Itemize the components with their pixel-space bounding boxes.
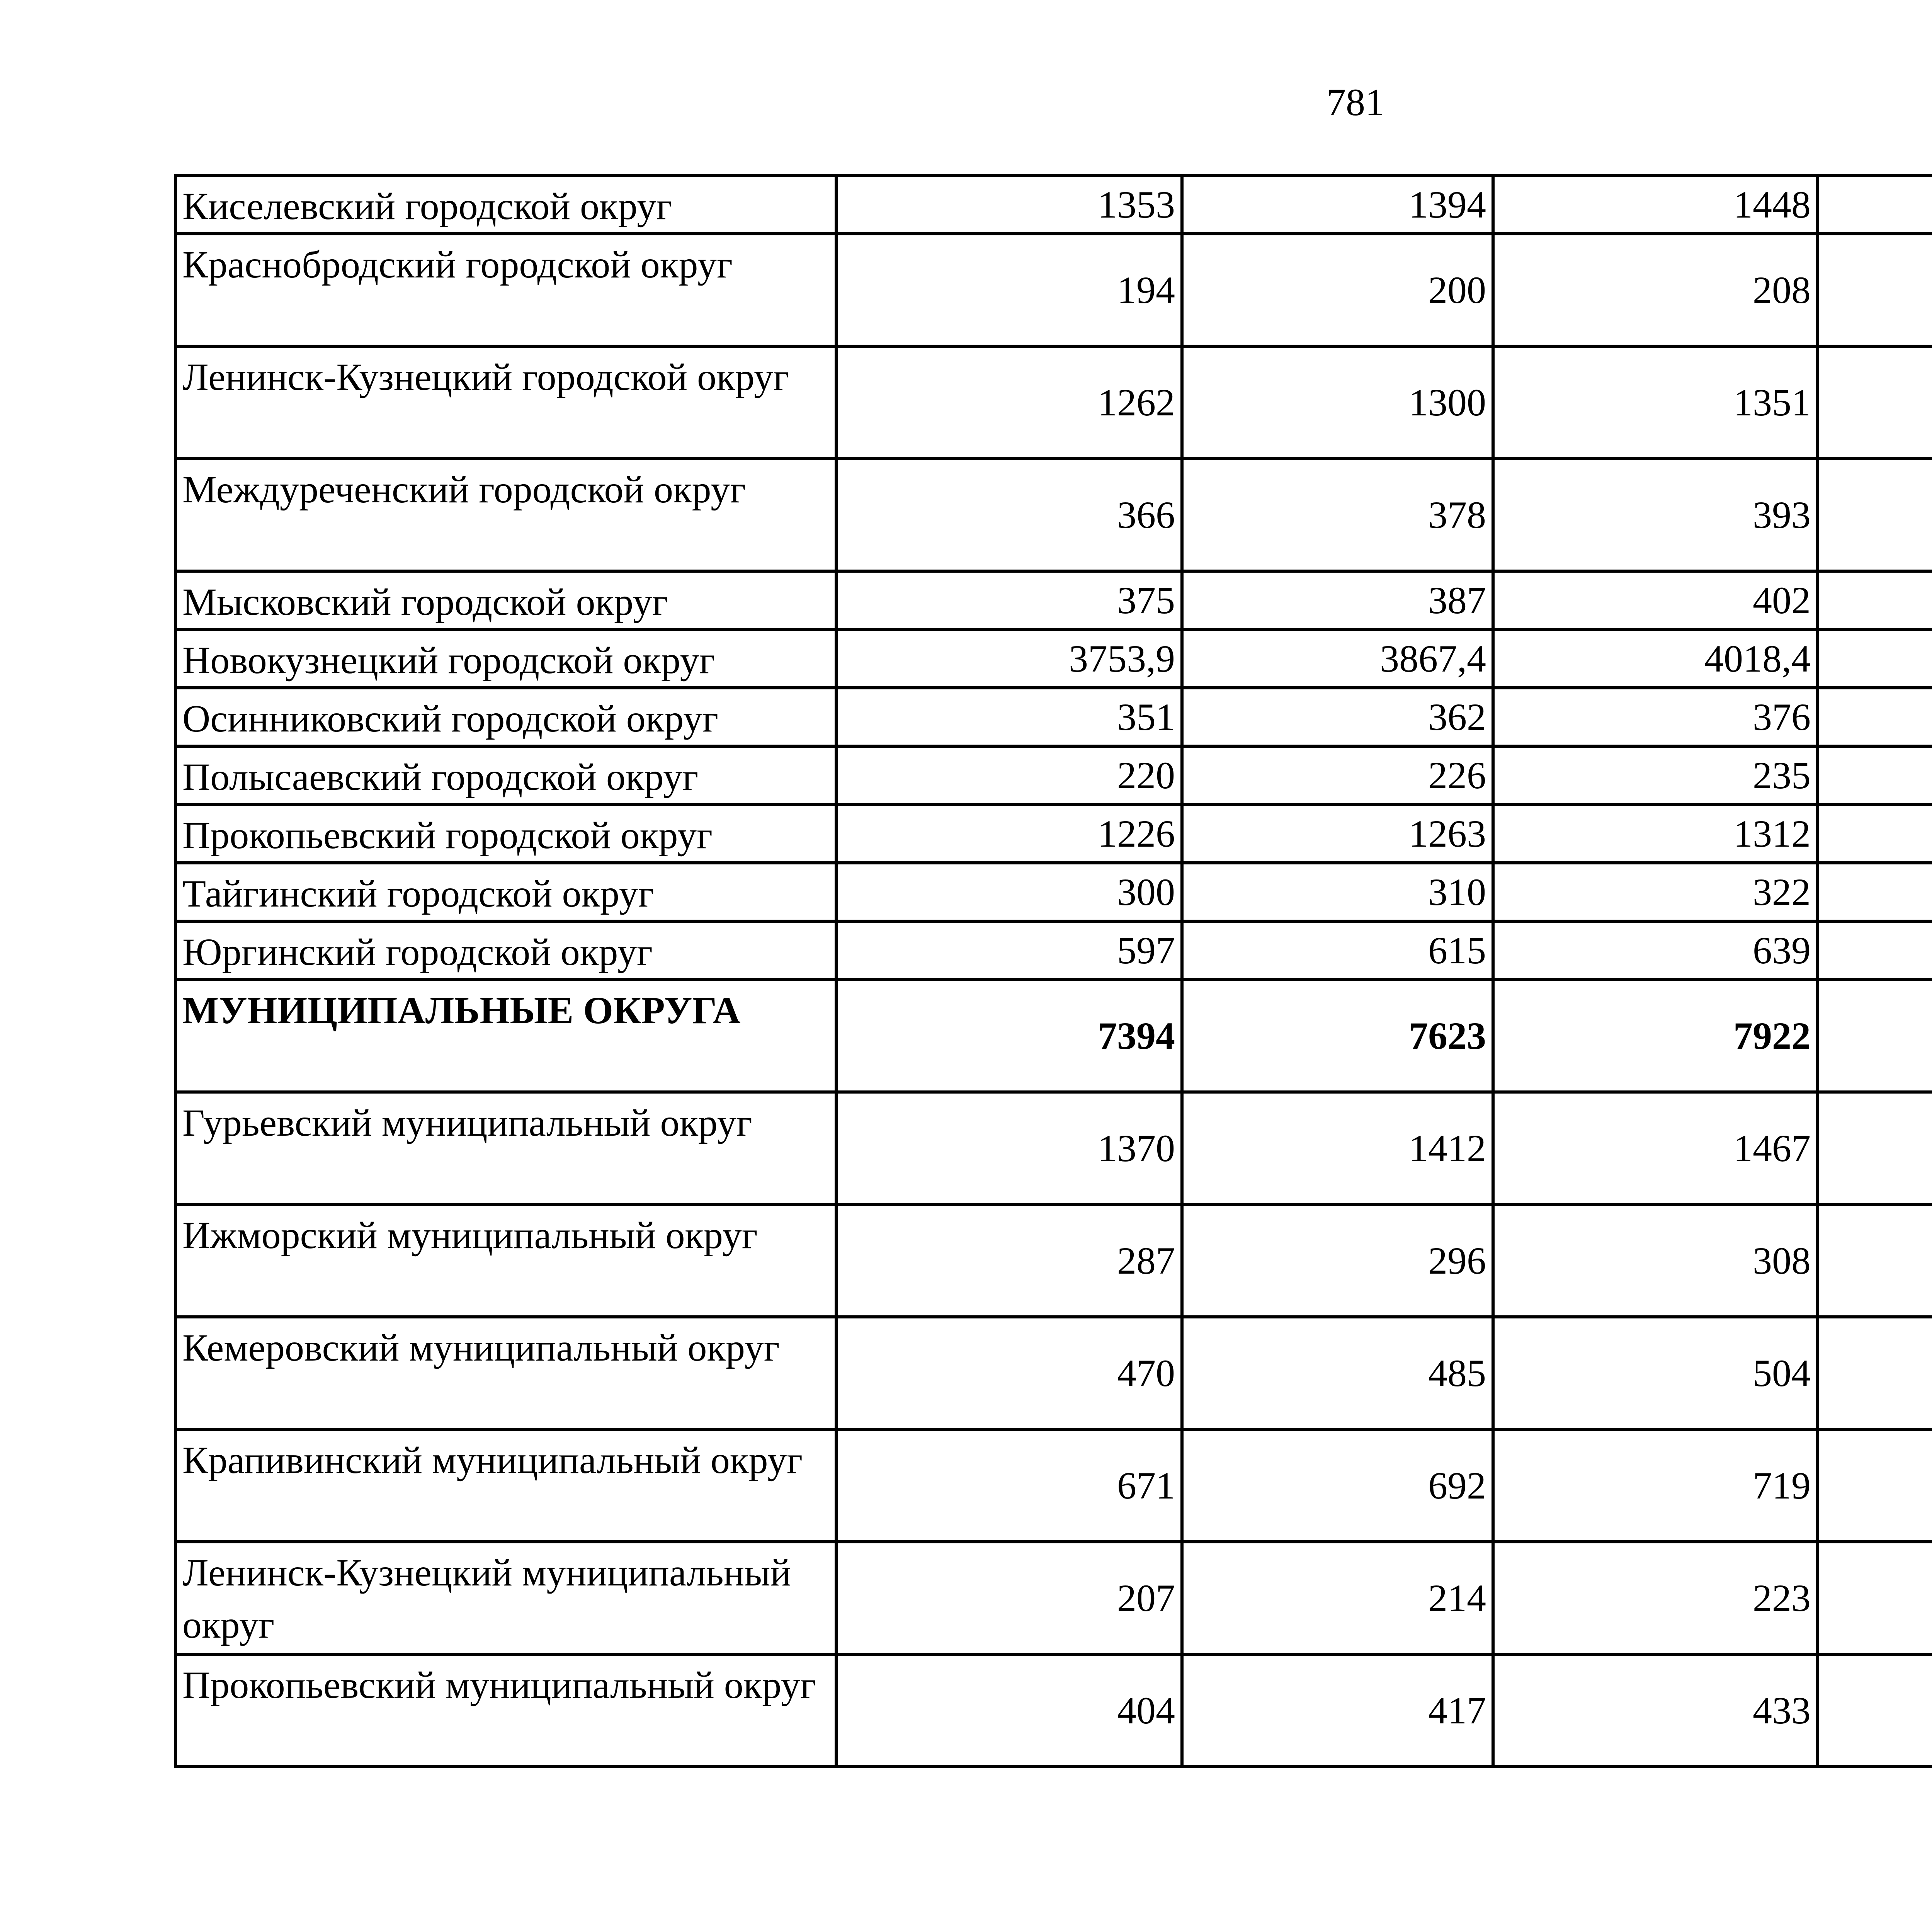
table-row bbox=[175, 346, 1932, 459]
value-cell: 7623 bbox=[1182, 980, 1493, 1092]
table-row bbox=[175, 863, 1932, 921]
table-row bbox=[175, 1204, 1932, 1317]
value-cell: 300 bbox=[836, 863, 1182, 921]
row-name-cell: Ижморский муниципальный округ bbox=[175, 1204, 836, 1317]
value-cell: 322 bbox=[1493, 863, 1818, 921]
row-name-cell: Гурьевский муниципальный округ bbox=[175, 1092, 836, 1204]
table-row bbox=[175, 1542, 1932, 1654]
row-name-cell: Крапивинский муниципальный округ bbox=[175, 1429, 836, 1542]
value-cell: 214 bbox=[1182, 1542, 1493, 1654]
value-cell bbox=[1818, 1317, 1932, 1429]
value-cell: 1394 bbox=[1182, 175, 1493, 234]
value-cell: 639 bbox=[1493, 921, 1818, 980]
table-section-row bbox=[175, 980, 1932, 1092]
value-cell: 1351 bbox=[1493, 346, 1818, 459]
data-table bbox=[174, 174, 1932, 1768]
value-cell: 671 bbox=[836, 1429, 1182, 1542]
table-row bbox=[175, 805, 1932, 863]
table-row bbox=[175, 688, 1932, 746]
value-cell: 287 bbox=[836, 1204, 1182, 1317]
row-name-cell: Краснобродский городской округ bbox=[175, 234, 836, 346]
value-cell: 208 bbox=[1493, 234, 1818, 346]
row-name-cell: Тайгинский городской округ bbox=[175, 863, 836, 921]
value-cell: 308 bbox=[1493, 1204, 1818, 1317]
value-cell bbox=[1818, 629, 1932, 688]
value-cell: 1448 bbox=[1493, 175, 1818, 234]
value-cell bbox=[1818, 1092, 1932, 1204]
value-cell: 220 bbox=[836, 746, 1182, 805]
value-cell: 433 bbox=[1493, 1654, 1818, 1767]
value-cell: 296 bbox=[1182, 1204, 1493, 1317]
value-cell: 387 bbox=[1182, 571, 1493, 629]
value-cell: 1263 bbox=[1182, 805, 1493, 863]
value-cell: 7394 bbox=[836, 980, 1182, 1092]
value-cell bbox=[1818, 459, 1932, 571]
value-cell bbox=[1818, 1542, 1932, 1654]
value-cell: 1226 bbox=[836, 805, 1182, 863]
row-name-cell: Ленинск-Кузнецкий городской округ bbox=[175, 346, 836, 459]
table-row bbox=[175, 746, 1932, 805]
value-cell: 207 bbox=[836, 1542, 1182, 1654]
value-cell: 1300 bbox=[1182, 346, 1493, 459]
value-cell: 362 bbox=[1182, 688, 1493, 746]
row-name-cell: Киселевский городской округ bbox=[175, 175, 836, 234]
value-cell: 1312 bbox=[1493, 805, 1818, 863]
row-name-cell: Мысковский городской округ bbox=[175, 571, 836, 629]
value-cell: 200 bbox=[1182, 234, 1493, 346]
value-cell: 235 bbox=[1493, 746, 1818, 805]
row-name-cell: Кемеровский муниципальный округ bbox=[175, 1317, 836, 1429]
value-cell: 3753,9 bbox=[836, 629, 1182, 688]
value-cell: 351 bbox=[836, 688, 1182, 746]
value-cell bbox=[1818, 571, 1932, 629]
table-row bbox=[175, 571, 1932, 629]
value-cell: 485 bbox=[1182, 1317, 1493, 1429]
row-name-cell: Ленинск-Кузнецкий муниципальный округ bbox=[175, 1542, 836, 1654]
value-cell: 375 bbox=[836, 571, 1182, 629]
value-cell bbox=[1818, 921, 1932, 980]
value-cell: 504 bbox=[1493, 1317, 1818, 1429]
value-cell: 194 bbox=[836, 234, 1182, 346]
value-cell: 1353 bbox=[836, 175, 1182, 234]
row-name-cell: Междуреченский городской округ bbox=[175, 459, 836, 571]
value-cell: 226 bbox=[1182, 746, 1493, 805]
value-cell: 378 bbox=[1182, 459, 1493, 571]
value-cell: 7922 bbox=[1493, 980, 1818, 1092]
value-cell bbox=[1818, 1654, 1932, 1767]
value-cell bbox=[1818, 863, 1932, 921]
value-cell bbox=[1818, 175, 1932, 234]
value-cell: 692 bbox=[1182, 1429, 1493, 1542]
value-cell bbox=[1818, 1429, 1932, 1542]
page-number: 781 bbox=[1327, 81, 1384, 124]
value-cell: 310 bbox=[1182, 863, 1493, 921]
row-name-cell: Прокопьевский муниципальный округ bbox=[175, 1654, 836, 1767]
value-cell: 719 bbox=[1493, 1429, 1818, 1542]
table-row bbox=[175, 459, 1932, 571]
row-name-cell: Новокузнецкий городской округ bbox=[175, 629, 836, 688]
value-cell: 1262 bbox=[836, 346, 1182, 459]
row-name-cell: Полысаевский городской округ bbox=[175, 746, 836, 805]
value-cell: 402 bbox=[1493, 571, 1818, 629]
value-cell: 223 bbox=[1493, 1542, 1818, 1654]
value-cell: 1412 bbox=[1182, 1092, 1493, 1204]
row-name-cell: Прокопьевский городской округ bbox=[175, 805, 836, 863]
value-cell: 393 bbox=[1493, 459, 1818, 571]
value-cell bbox=[1818, 805, 1932, 863]
value-cell: 597 bbox=[836, 921, 1182, 980]
value-cell: 366 bbox=[836, 459, 1182, 571]
table-row bbox=[175, 629, 1932, 688]
row-name-cell: МУНИЦИПАЛЬНЫЕ ОКРУГА bbox=[175, 980, 836, 1092]
table-row bbox=[175, 1654, 1932, 1767]
value-cell: 3867,4 bbox=[1182, 629, 1493, 688]
table-row bbox=[175, 234, 1932, 346]
value-cell: 376 bbox=[1493, 688, 1818, 746]
table-row bbox=[175, 921, 1932, 980]
value-cell: 1467 bbox=[1493, 1092, 1818, 1204]
value-cell bbox=[1818, 746, 1932, 805]
table-row bbox=[175, 175, 1932, 234]
table-row bbox=[175, 1092, 1932, 1204]
row-name-cell: Осинниковский городской округ bbox=[175, 688, 836, 746]
value-cell bbox=[1818, 1204, 1932, 1317]
value-cell: 417 bbox=[1182, 1654, 1493, 1767]
table-row bbox=[175, 1317, 1932, 1429]
value-cell bbox=[1818, 688, 1932, 746]
value-cell: 615 bbox=[1182, 921, 1493, 980]
value-cell: 404 bbox=[836, 1654, 1182, 1767]
value-cell bbox=[1818, 346, 1932, 459]
value-cell: 470 bbox=[836, 1317, 1182, 1429]
value-cell bbox=[1818, 234, 1932, 346]
table-row bbox=[175, 1429, 1932, 1542]
value-cell bbox=[1818, 980, 1932, 1092]
value-cell: 1370 bbox=[836, 1092, 1182, 1204]
table-body bbox=[175, 175, 1932, 1767]
value-cell: 4018,4 bbox=[1493, 629, 1818, 688]
row-name-cell: Юргинский городской округ bbox=[175, 921, 836, 980]
